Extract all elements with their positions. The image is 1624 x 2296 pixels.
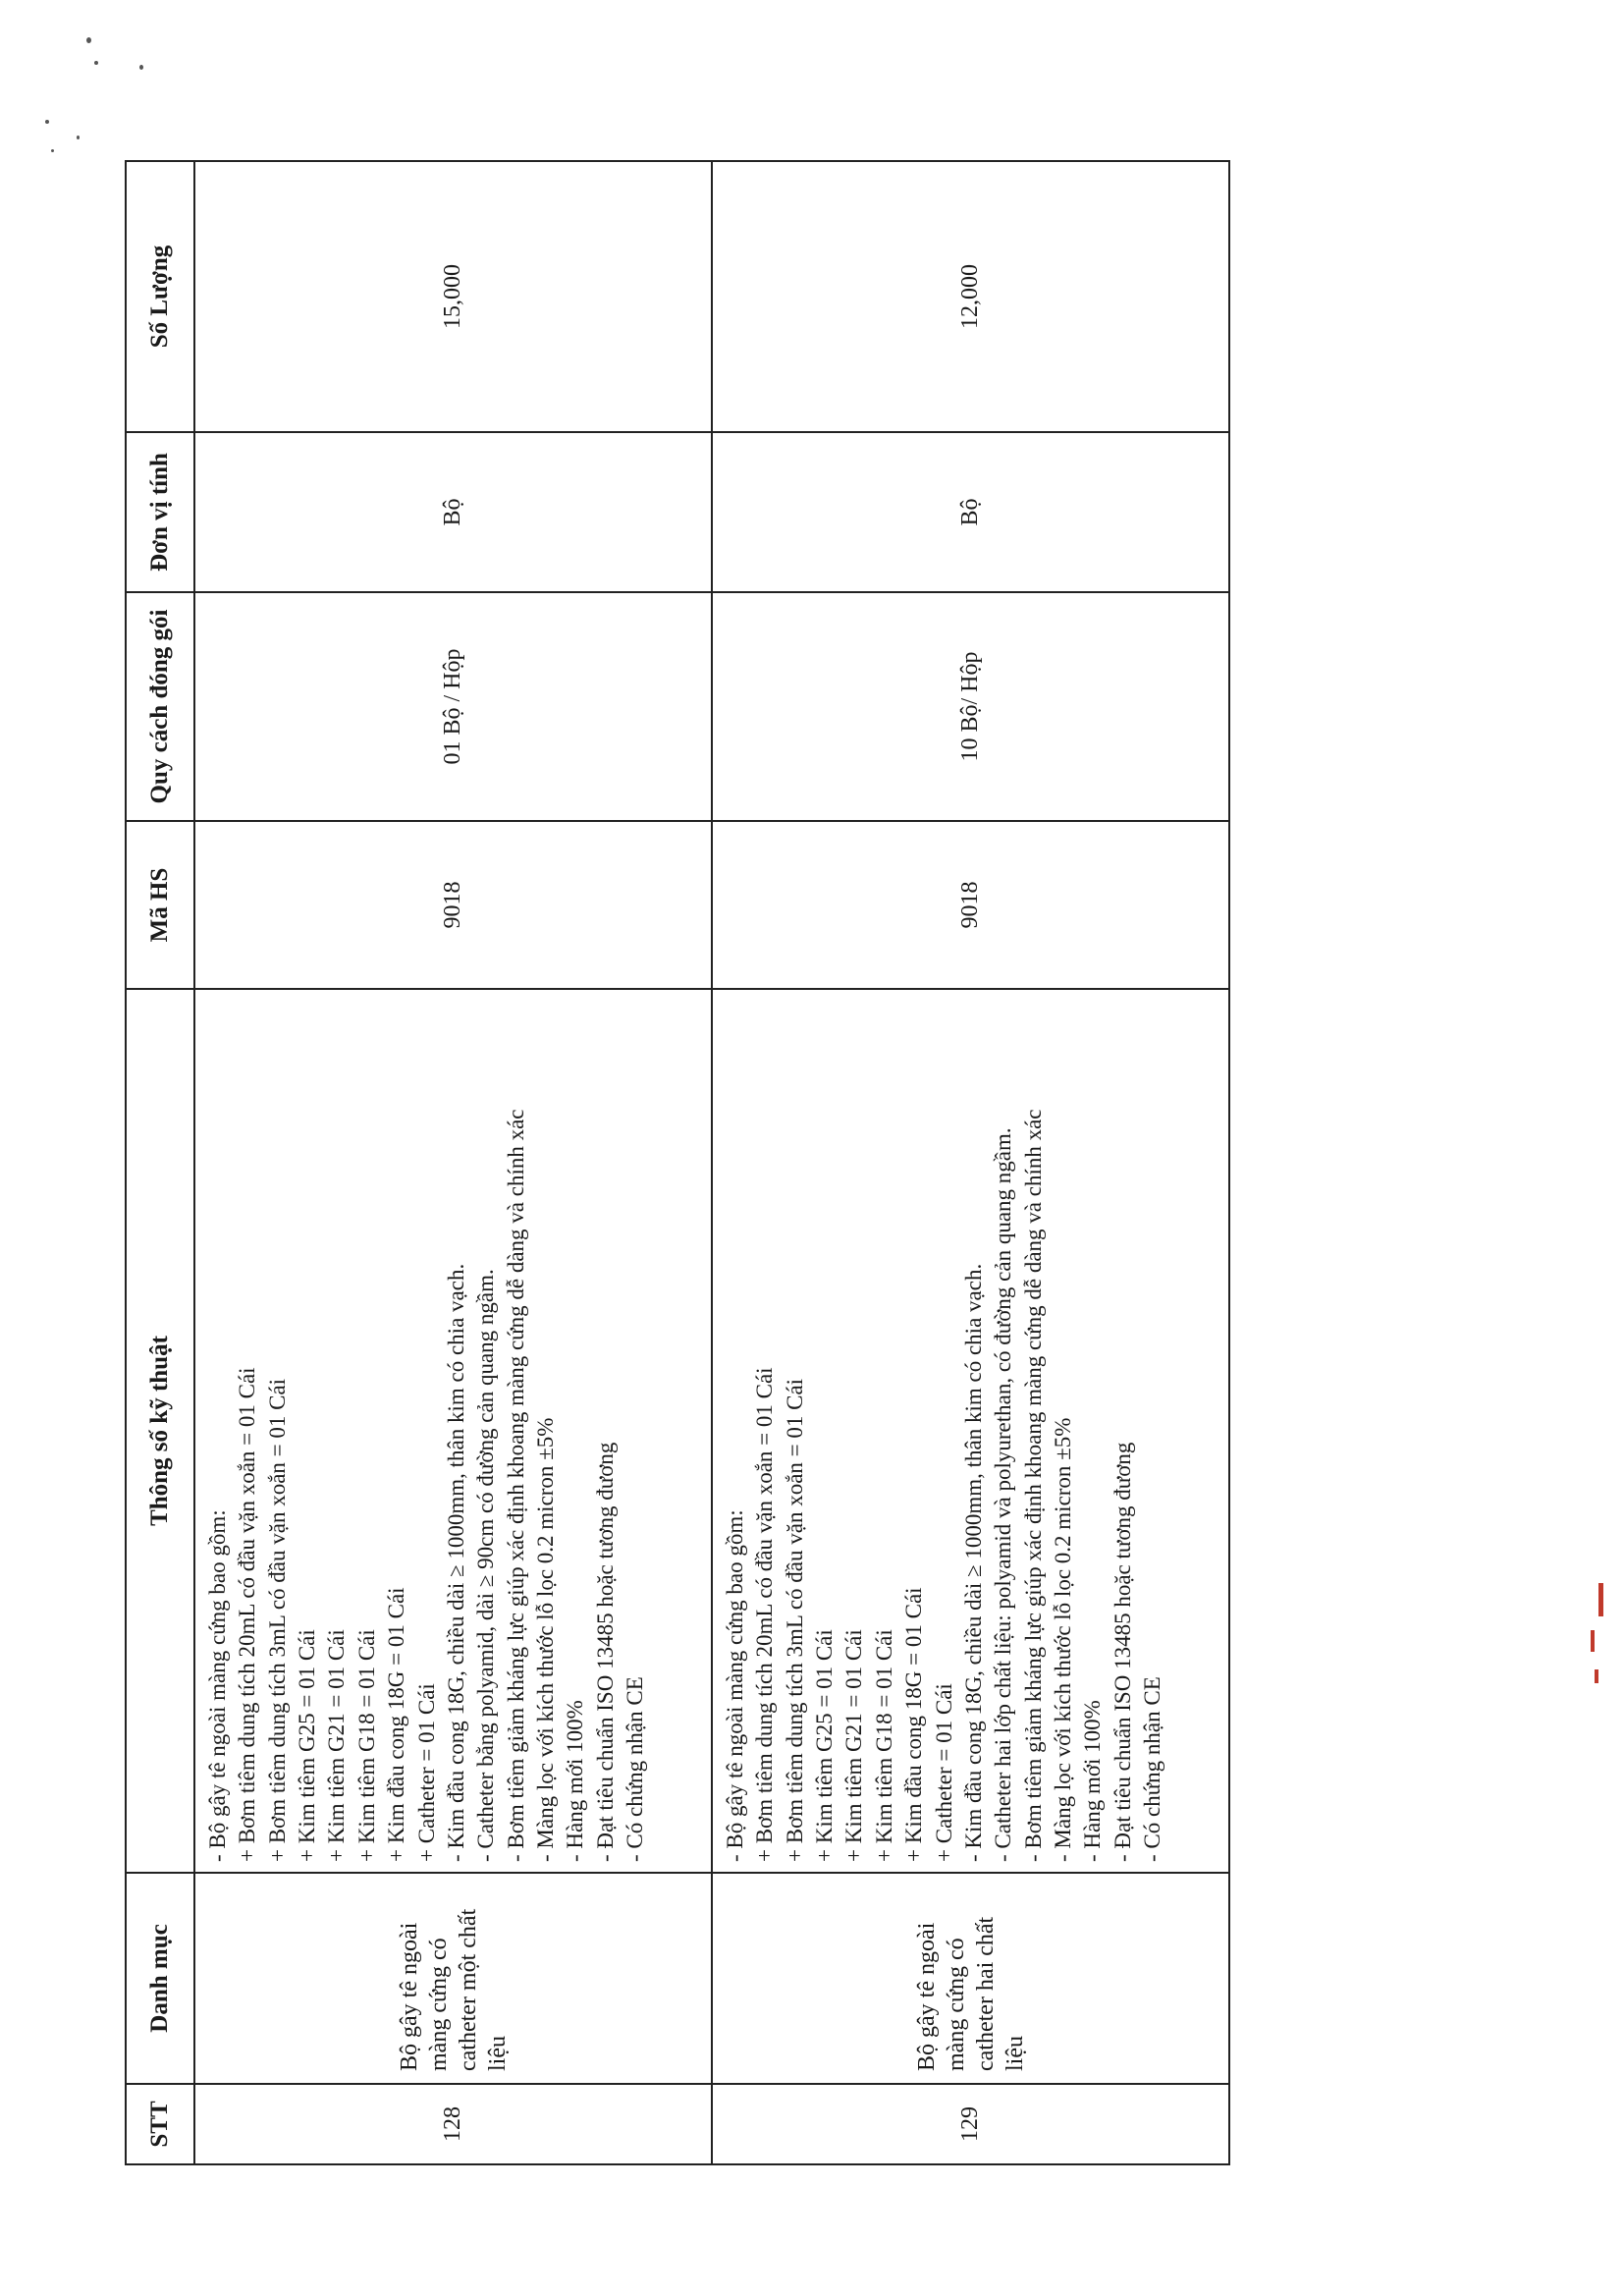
header-so-luong: Số Lượng <box>126 161 194 432</box>
header-ma-hs: Mã HS <box>126 821 194 989</box>
cell-ma-hs: 9018 <box>712 821 1229 989</box>
spec-line: + Kim tiêm G25 = 01 Cái <box>812 1629 838 1862</box>
cell-stt: 128 <box>194 2084 712 2164</box>
rotated-document-sheet <box>125 162 1229 2165</box>
scan-mark <box>1595 1669 1598 1683</box>
spec-line: + Kim tiêm G25 = 01 Cái <box>295 1629 320 1862</box>
spec-line: + Kim tiêm G21 = 01 Cái <box>324 1629 350 1862</box>
spec-line: + Catheter = 01 Cái <box>413 1683 439 1862</box>
spec-line: - Đạt tiêu chuẩn ISO 13485 hoặc tương đương <box>592 1442 618 1862</box>
header-don-vi: Đơn vị tính <box>126 432 194 592</box>
spec-line: + Kim đầu cong 18G = 01 Cái <box>384 1587 409 1862</box>
cell-thong-so <box>712 989 1229 1873</box>
scan-speck <box>86 37 91 43</box>
cell-thong-so <box>194 989 712 1873</box>
spec-line: - Catheter hai lớp chất liệu: polyamid và polyurethan, có đường cản quang ngầm. <box>991 1127 1016 1862</box>
scan-mark <box>1598 1583 1603 1616</box>
spec-line: - Kim đầu cong 18G, chiều dài ≥ 1000mm, thân kim có chia vạch. <box>443 1263 468 1862</box>
spec-line: + Bơm tiêm dung tích 3mL có đầu vặn xoắn = 01 Cái <box>264 1378 290 1862</box>
cell-stt: 129 <box>712 2084 1229 2164</box>
cell-so-luong: 15,000 <box>194 161 712 432</box>
spec-line: + Kim tiêm G18 = 01 Cái <box>871 1629 896 1862</box>
header-stt: STT <box>126 2084 194 2164</box>
cell-so-luong: 12,000 <box>712 161 1229 432</box>
spec-line: + Kim đầu cong 18G = 01 Cái <box>901 1587 927 1862</box>
spec-line: + Bơm tiêm dung tích 20mL có đầu vặn xoắn = 01 Cái <box>752 1367 778 1862</box>
scan-speck <box>51 149 54 152</box>
spec-line: - Đạt tiêu chuẩn ISO 13485 hoặc tương đương <box>1110 1442 1135 1862</box>
spec-line: - Có chứng nhận CE <box>1140 1676 1165 1862</box>
spec-line: - Kim đầu cong 18G, chiều dài ≥ 1000mm, thân kim có chia vạch. <box>960 1263 986 1862</box>
cell-quy-cach: 10 Bộ/ Hộp <box>712 592 1229 821</box>
header-quy-cach: Quy cách đóng gói <box>126 592 194 821</box>
table-row <box>712 161 1229 2164</box>
header-thong-so: Thông số kỹ thuật <box>126 989 194 1873</box>
scan-speck <box>45 120 49 124</box>
cell-don-vi: Bộ <box>712 432 1229 592</box>
spec-line: - Catheter bằng polyamid, dài ≥ 90cm có đường cản quang ngầm. <box>473 1269 499 1862</box>
cell-ma-hs: 9018 <box>194 821 712 989</box>
scan-speck <box>139 65 143 70</box>
spec-line: + Bơm tiêm dung tích 3mL có đầu vặn xoắn = 01 Cái <box>782 1378 807 1862</box>
spec-line: - Hàng mới 100% <box>1080 1700 1106 1862</box>
spec-line: + Kim tiêm G18 = 01 Cái <box>353 1629 379 1862</box>
cell-quy-cach: 01 Bộ / Hộp <box>194 592 712 821</box>
spec-line: - Bộ gây tê ngoài màng cứng bao gồm: <box>205 1509 230 1862</box>
scan-mark <box>1591 1630 1595 1652</box>
cell-don-vi: Bộ <box>194 432 712 592</box>
scan-speck <box>77 136 80 139</box>
spec-line: + Bơm tiêm dung tích 20mL có đầu vặn xoắn = 01 Cái <box>235 1367 260 1862</box>
spec-line: - Bơm tiêm giảm kháng lực giúp xác định khoang màng cứng dễ dàng và chính xác <box>503 1109 528 1862</box>
cell-danh-muc: Bộ gây tê ngoài màng cứng có catheter hai chất liệu <box>712 1873 1229 2084</box>
spec-line: - Bơm tiêm giảm kháng lực giúp xác định khoang màng cứng dễ dàng và chính xác <box>1020 1109 1046 1862</box>
spec-line: + Kim tiêm G21 = 01 Cái <box>841 1629 867 1862</box>
spec-line: - Màng lọc với kích thước lỗ lọc 0.2 micron ±5% <box>532 1417 558 1862</box>
scan-speck <box>94 61 98 65</box>
spec-line: + Catheter = 01 Cái <box>931 1683 956 1862</box>
spec-line: - Bộ gây tê ngoài màng cứng bao gồm: <box>723 1509 747 1862</box>
product-spec-table <box>125 160 1230 2165</box>
spec-line: - Hàng mới 100% <box>563 1700 588 1862</box>
table-header-row <box>126 161 194 2164</box>
spec-line: - Màng lọc với kích thước lỗ lọc 0.2 micron ±5% <box>1050 1417 1075 1862</box>
header-danh-muc: Danh mục <box>126 1873 194 2084</box>
cell-danh-muc: Bộ gây tê ngoài màng cứng có catheter một chất liệu <box>194 1873 712 2084</box>
spec-line: - Có chứng nhận CE <box>623 1676 648 1862</box>
table-row <box>194 161 712 2164</box>
